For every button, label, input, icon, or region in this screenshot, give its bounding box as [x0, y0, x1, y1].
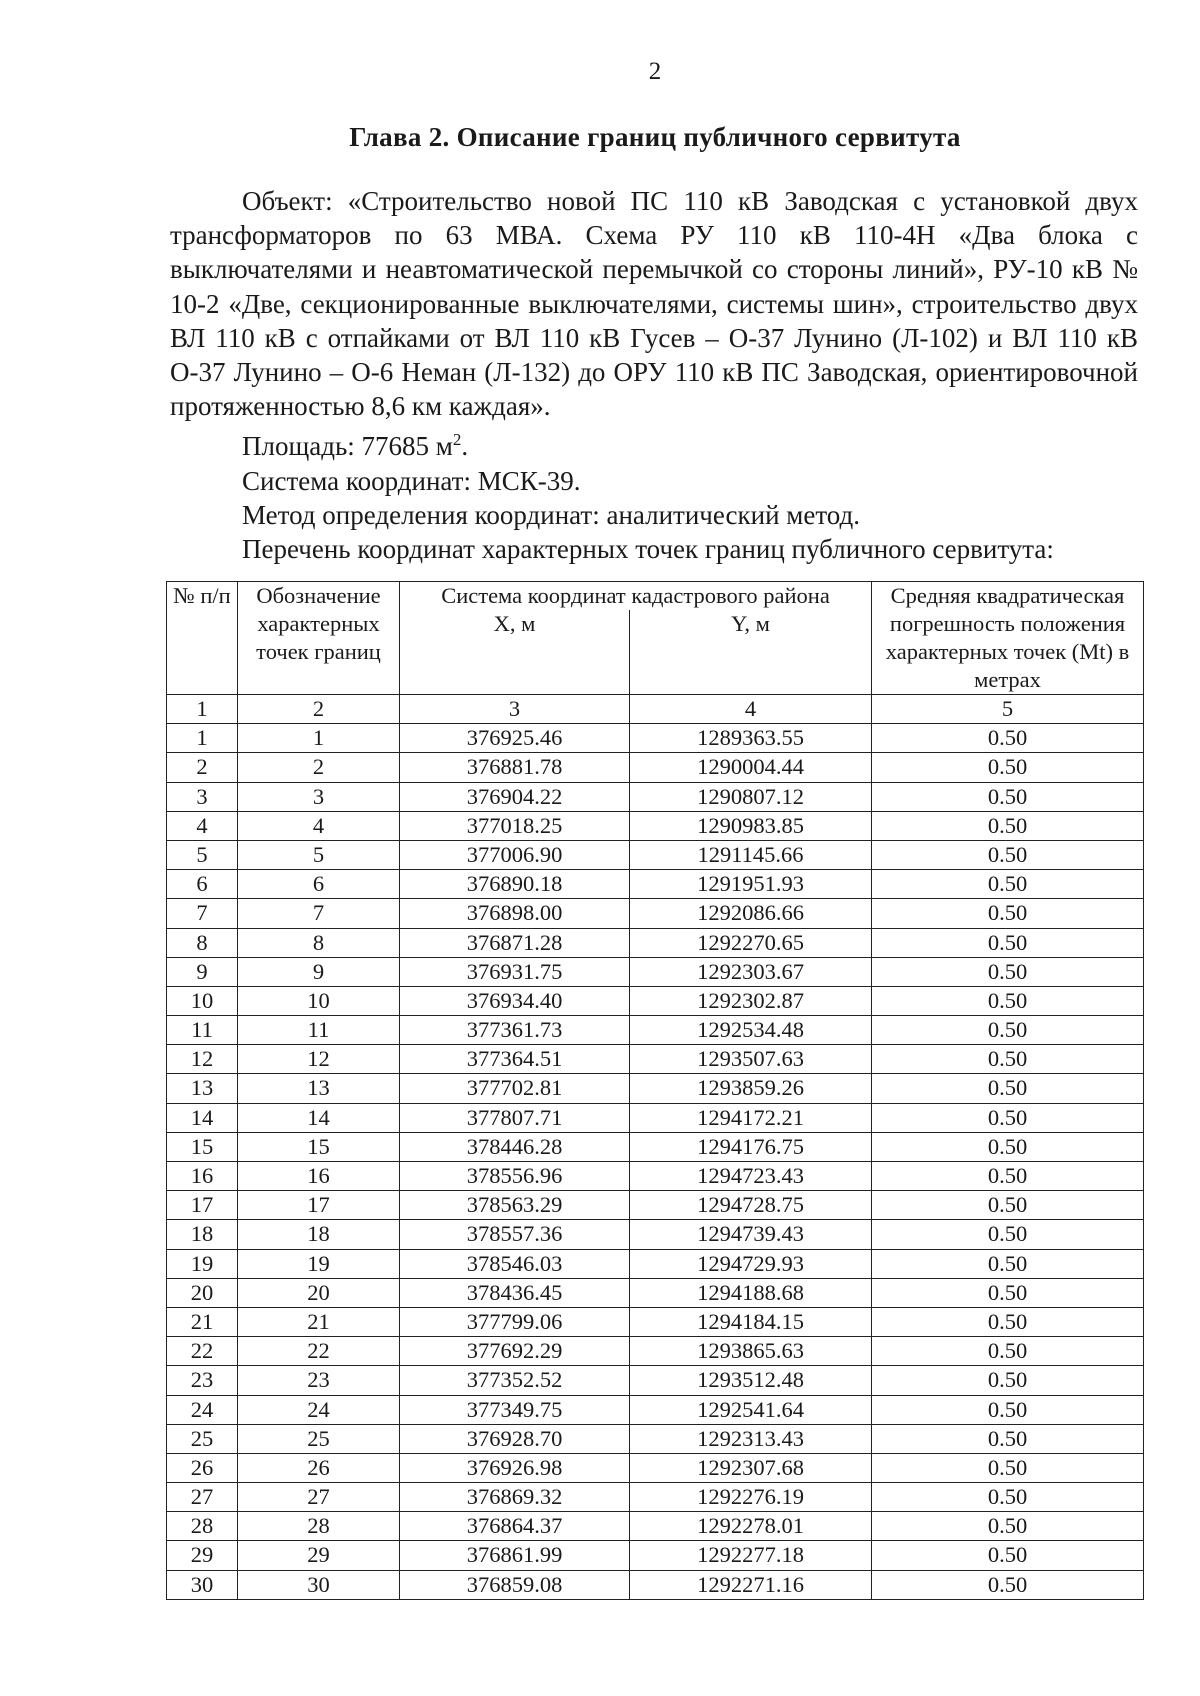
- point-designation: 21: [238, 1307, 400, 1336]
- table-row: [167, 1249, 1144, 1278]
- row-number: 22: [167, 1337, 238, 1366]
- point-designation: 2: [238, 753, 400, 782]
- coord-y: 1292307.68: [630, 1453, 872, 1482]
- mean-square-error: 0.50: [872, 1249, 1144, 1278]
- page-number: 2: [648, 58, 662, 85]
- coord-y: 1290004.44: [630, 753, 872, 782]
- table-row: [167, 986, 1144, 1015]
- coord-x: 376926.98: [400, 1453, 630, 1482]
- row-number: 7: [167, 899, 238, 928]
- point-designation: 1: [238, 724, 400, 753]
- table-row: [167, 782, 1144, 811]
- table-row: [167, 1570, 1144, 1599]
- coord-y: 1293865.63: [630, 1337, 872, 1366]
- mean-square-error: 0.50: [872, 1103, 1144, 1132]
- point-designation: 25: [238, 1424, 400, 1453]
- point-designation: 10: [238, 986, 400, 1015]
- row-number: 23: [167, 1366, 238, 1395]
- coord-y: 1294188.68: [630, 1278, 872, 1307]
- coord-y: 1292278.01: [630, 1512, 872, 1541]
- row-number: 10: [167, 986, 238, 1015]
- coord-x: 378557.36: [400, 1220, 630, 1249]
- row-number: 13: [167, 1074, 238, 1103]
- mean-square-error: 0.50: [872, 1220, 1144, 1249]
- row-number: 17: [167, 1191, 238, 1220]
- document-body: [170, 184, 1138, 566]
- point-designation: 14: [238, 1103, 400, 1132]
- point-designation: 28: [238, 1512, 400, 1541]
- table-row: [167, 724, 1144, 753]
- coord-x: 376871.28: [400, 928, 630, 957]
- coord-y: 1292271.16: [630, 1570, 872, 1599]
- column-number: 5: [872, 695, 1144, 724]
- coord-y: 1292313.43: [630, 1424, 872, 1453]
- point-designation: 4: [238, 811, 400, 840]
- coord-y: 1294184.15: [630, 1307, 872, 1336]
- table-row: [167, 1424, 1144, 1453]
- mean-square-error: 0.50: [872, 870, 1144, 899]
- point-designation: 9: [238, 957, 400, 986]
- table-row: [167, 1162, 1144, 1191]
- coord-x: 376934.40: [400, 986, 630, 1015]
- mean-square-error: 0.50: [872, 782, 1144, 811]
- mean-square-error: 0.50: [872, 1366, 1144, 1395]
- table-row: [167, 811, 1144, 840]
- point-designation: 19: [238, 1249, 400, 1278]
- table-row: [167, 1337, 1144, 1366]
- mean-square-error: 0.50: [872, 1307, 1144, 1336]
- mean-square-error: 0.50: [872, 1570, 1144, 1599]
- mean-square-error: 0.50: [872, 1337, 1144, 1366]
- row-number: 28: [167, 1512, 238, 1541]
- coord-x: 376881.78: [400, 753, 630, 782]
- coordinates-table: [166, 581, 1144, 1600]
- mean-square-error: 0.50: [872, 1074, 1144, 1103]
- table-row: [167, 1074, 1144, 1103]
- coord-y: 1294728.75: [630, 1191, 872, 1220]
- coord-y: 1290807.12: [630, 782, 872, 811]
- row-number: 30: [167, 1570, 238, 1599]
- coord-x: 376928.70: [400, 1424, 630, 1453]
- header-number: № п/п: [167, 582, 238, 695]
- table-row: [167, 957, 1144, 986]
- coord-x: 378446.28: [400, 1132, 630, 1161]
- mean-square-error: 0.50: [872, 1016, 1144, 1045]
- row-number: 25: [167, 1424, 238, 1453]
- coord-x: 378556.96: [400, 1162, 630, 1191]
- row-number: 16: [167, 1162, 238, 1191]
- point-designation: 18: [238, 1220, 400, 1249]
- coord-y: 1292534.48: [630, 1016, 872, 1045]
- header-y: Y, м: [630, 610, 872, 695]
- table-row: [167, 753, 1144, 782]
- table-row: [167, 1045, 1144, 1074]
- coord-x: 376931.75: [400, 957, 630, 986]
- object-description: Объект: «Строительство новой ПС 110 кВ Заводская с установкой двух трансформаторов по 63 МВА. Схема РУ 110 кВ 110-4Н «Два блока с выключателями и неавтоматической перемычкой со стороны линий», РУ-10 кВ № 10-2 «Две, секционированные выключателями, системы шин», строительство двух ВЛ 110 кВ с отпайками от ВЛ 110 кВ Гусев – О-37 Лунино (Л-102) и ВЛ 110 кВ О-37 Лунино – О-6 Неман (Л-132) до ОРУ 110 кВ ПС Заводская, ориентировочной протяженностью 8,6 км каждая».: [170, 186, 1138, 422]
- table-row: [167, 1103, 1144, 1132]
- mean-square-error: 0.50: [872, 928, 1144, 957]
- point-designation: 26: [238, 1453, 400, 1482]
- mean-square-error: 0.50: [872, 811, 1144, 840]
- mean-square-error: 0.50: [872, 1162, 1144, 1191]
- table-row: [167, 1453, 1144, 1482]
- coord-y: 1291145.66: [630, 840, 872, 869]
- mean-square-error: 0.50: [872, 1395, 1144, 1424]
- mean-square-error: 0.50: [872, 1483, 1144, 1512]
- table-header-row: [167, 582, 1144, 611]
- table-row: [167, 1132, 1144, 1161]
- point-designation: 27: [238, 1483, 400, 1512]
- column-number: 3: [400, 695, 630, 724]
- table-row: [167, 1307, 1144, 1336]
- coord-y: 1293512.48: [630, 1366, 872, 1395]
- coord-x: 378563.29: [400, 1191, 630, 1220]
- point-designation: 24: [238, 1395, 400, 1424]
- coord-x: 377702.81: [400, 1074, 630, 1103]
- row-number: 12: [167, 1045, 238, 1074]
- header-coord-system: Система координат кадастрового района: [400, 582, 872, 611]
- table-row: [167, 928, 1144, 957]
- area-unit-superscript: 2: [452, 430, 462, 450]
- mean-square-error: 0.50: [872, 753, 1144, 782]
- coord-y: 1293507.63: [630, 1045, 872, 1074]
- coord-y: 1290983.85: [630, 811, 872, 840]
- mean-square-error: 0.50: [872, 840, 1144, 869]
- coord-x: 376925.46: [400, 724, 630, 753]
- point-designation: 11: [238, 1016, 400, 1045]
- point-designation: 12: [238, 1045, 400, 1074]
- coord-y: 1289363.55: [630, 724, 872, 753]
- row-number: 9: [167, 957, 238, 986]
- row-number: 14: [167, 1103, 238, 1132]
- point-designation: 7: [238, 899, 400, 928]
- mean-square-error: 0.50: [872, 1132, 1144, 1161]
- coord-x: 377018.25: [400, 811, 630, 840]
- row-number: 29: [167, 1541, 238, 1570]
- row-number: 18: [167, 1220, 238, 1249]
- mean-square-error: 0.50: [872, 986, 1144, 1015]
- point-designation: 5: [238, 840, 400, 869]
- row-number: 26: [167, 1453, 238, 1482]
- coord-y: 1292303.67: [630, 957, 872, 986]
- mean-square-error: 0.50: [872, 1191, 1144, 1220]
- coord-x: 377361.73: [400, 1016, 630, 1045]
- coord-y: 1294176.75: [630, 1132, 872, 1161]
- coordinates-table-body: [167, 724, 1144, 1600]
- mean-square-error: 0.50: [872, 1453, 1144, 1482]
- table-row: [167, 1016, 1144, 1045]
- list-intro-line: Перечень координат характерных точек границ публичного сервитута:: [242, 534, 1054, 565]
- coord-y: 1294729.93: [630, 1249, 872, 1278]
- point-designation: 3: [238, 782, 400, 811]
- point-designation: 29: [238, 1541, 400, 1570]
- coord-y: 1291951.93: [630, 870, 872, 899]
- method-line: Метод определения координат: аналитический метод.: [242, 499, 861, 530]
- point-designation: 15: [238, 1132, 400, 1161]
- point-designation: 20: [238, 1278, 400, 1307]
- coord-y: 1293859.26: [630, 1074, 872, 1103]
- row-number: 4: [167, 811, 238, 840]
- table-row: [167, 1395, 1144, 1424]
- coord-system-line: Система координат: МСК-39.: [242, 465, 581, 496]
- point-designation: 13: [238, 1074, 400, 1103]
- mean-square-error: 0.50: [872, 899, 1144, 928]
- coord-y: 1292541.64: [630, 1395, 872, 1424]
- coord-x: 377799.06: [400, 1307, 630, 1336]
- point-designation: 6: [238, 870, 400, 899]
- coord-y: 1294739.43: [630, 1220, 872, 1249]
- coord-y: 1292277.18: [630, 1541, 872, 1570]
- table-row: [167, 870, 1144, 899]
- header-designation: Обозначение характерных точек границ: [238, 582, 400, 695]
- point-designation: 16: [238, 1162, 400, 1191]
- row-number: 21: [167, 1307, 238, 1336]
- table-row: [167, 1220, 1144, 1249]
- point-designation: 23: [238, 1366, 400, 1395]
- mean-square-error: 0.50: [872, 1541, 1144, 1570]
- coord-x: 376898.00: [400, 899, 630, 928]
- row-number: 5: [167, 840, 238, 869]
- row-number: 24: [167, 1395, 238, 1424]
- column-number-row: [167, 695, 1144, 724]
- coord-x: 377352.52: [400, 1366, 630, 1395]
- coord-x: 377807.71: [400, 1103, 630, 1132]
- coord-x: 377692.29: [400, 1337, 630, 1366]
- row-number: 20: [167, 1278, 238, 1307]
- row-number: 15: [167, 1132, 238, 1161]
- mean-square-error: 0.50: [872, 957, 1144, 986]
- coord-x: 378546.03: [400, 1249, 630, 1278]
- coord-x: 376864.37: [400, 1512, 630, 1541]
- header-x: X, м: [400, 610, 630, 695]
- table-row: [167, 1278, 1144, 1307]
- coord-x: 377349.75: [400, 1395, 630, 1424]
- row-number: 6: [167, 870, 238, 899]
- coord-x: 376890.18: [400, 870, 630, 899]
- table-row: [167, 1541, 1144, 1570]
- coord-y: 1292302.87: [630, 986, 872, 1015]
- mean-square-error: 0.50: [872, 1045, 1144, 1074]
- point-designation: 8: [238, 928, 400, 957]
- header-error: Средняя квадратическая погрешность положения характерных точек (Mt) в метрах: [872, 582, 1144, 695]
- row-number: 27: [167, 1483, 238, 1512]
- row-number: 8: [167, 928, 238, 957]
- coord-y: 1294723.43: [630, 1162, 872, 1191]
- area-line: [170, 423, 1138, 463]
- table-row: [167, 1366, 1144, 1395]
- row-number: 19: [167, 1249, 238, 1278]
- column-number: 1: [167, 695, 238, 724]
- table-row: [167, 1191, 1144, 1220]
- mean-square-error: 0.50: [872, 1424, 1144, 1453]
- table-row: [167, 1483, 1144, 1512]
- column-number: 2: [238, 695, 400, 724]
- mean-square-error: 0.50: [872, 724, 1144, 753]
- mean-square-error: 0.50: [872, 1512, 1144, 1541]
- row-number: 2: [167, 753, 238, 782]
- point-designation: 30: [238, 1570, 400, 1599]
- coord-x: 377006.90: [400, 840, 630, 869]
- point-designation: 22: [238, 1337, 400, 1366]
- coord-x: 376869.32: [400, 1483, 630, 1512]
- point-designation: 17: [238, 1191, 400, 1220]
- area-text: Площадь: 77685 м: [242, 431, 453, 462]
- table-row: [167, 1512, 1144, 1541]
- row-number: 3: [167, 782, 238, 811]
- coord-x: 376859.08: [400, 1570, 630, 1599]
- coord-x: 376904.22: [400, 782, 630, 811]
- row-number: 11: [167, 1016, 238, 1045]
- table-row: [167, 899, 1144, 928]
- coord-y: 1292270.65: [630, 928, 872, 957]
- column-number: 4: [630, 695, 872, 724]
- table-row: [167, 840, 1144, 869]
- coord-y: 1292276.19: [630, 1483, 872, 1512]
- coord-x: 378436.45: [400, 1278, 630, 1307]
- coord-x: 377364.51: [400, 1045, 630, 1074]
- coord-y: 1292086.66: [630, 899, 872, 928]
- coord-x: 376861.99: [400, 1541, 630, 1570]
- chapter-title: Глава 2. Описание границ публичного сервитута: [349, 122, 961, 152]
- area-end: .: [461, 431, 469, 462]
- mean-square-error: 0.50: [872, 1278, 1144, 1307]
- coord-y: 1294172.21: [630, 1103, 872, 1132]
- row-number: 1: [167, 724, 238, 753]
